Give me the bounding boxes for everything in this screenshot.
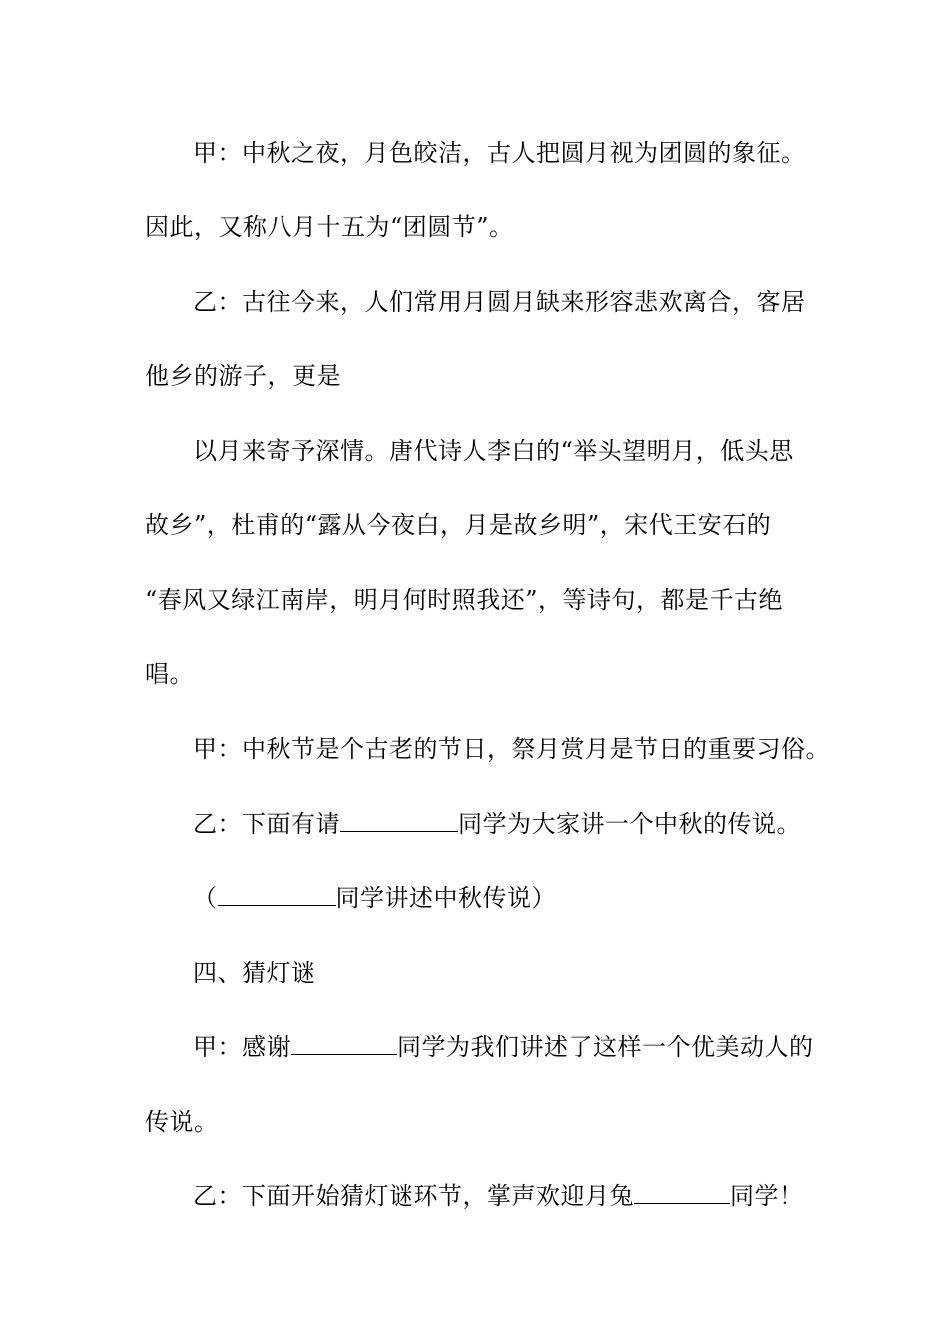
paragraph-line xyxy=(193,809,801,839)
paragraph-line: 甲：中秋之夜，月色皎洁，古人把圆月视为团圆的象征。 xyxy=(193,139,806,167)
paragraph-line: 唱。 xyxy=(145,660,194,688)
line-text: （ xyxy=(193,884,218,912)
fill-in-blank xyxy=(340,809,458,832)
line-text: 甲：感谢 xyxy=(193,1033,291,1061)
paragraph-line: 故乡”，杜甫的“露从今夜白，月是故乡明”，宋代王安石的 xyxy=(145,511,772,539)
line-text: 同学讲述中秋传说） xyxy=(335,884,556,912)
line-text: 同学！ xyxy=(730,1182,804,1210)
line-text: 乙：下面开始猜灯谜环节，掌声欢迎月兔 xyxy=(193,1182,634,1210)
paragraph-line: 他乡的游子，更是 xyxy=(145,362,341,390)
paragraph-line: 因此，又称八月十五为“团圆节”。 xyxy=(145,213,514,241)
paragraph-line: “春风又绿江南岸，明月何时照我还”，等诗句，都是千古绝 xyxy=(145,586,784,614)
section-heading: 四、猜灯谜 xyxy=(193,959,316,987)
fill-in-blank xyxy=(291,1032,397,1055)
paragraph-line xyxy=(193,883,556,913)
paragraph-line xyxy=(193,1181,804,1211)
line-text: 乙：下面有请 xyxy=(193,810,340,838)
paragraph-line: 甲：中秋节是个古老的节日，祭月赏月是节日的重要习俗。 xyxy=(193,735,830,763)
paragraph-line: 以月来寄予深情。唐代诗人李白的“举头望明月，低头思 xyxy=(193,437,794,465)
line-text: 同学为大家讲一个中秋的传说。 xyxy=(458,810,801,838)
paragraph-line xyxy=(193,1032,814,1062)
paragraph-line: 传说。 xyxy=(145,1108,219,1136)
line-text: 同学为我们讲述了这样一个优美动人的 xyxy=(397,1033,814,1061)
fill-in-blank xyxy=(218,883,336,906)
paragraph-line: 乙：古往今来，人们常用月圆月缺来形容悲欢离合，客居 xyxy=(193,288,806,316)
fill-in-blank xyxy=(634,1181,730,1204)
